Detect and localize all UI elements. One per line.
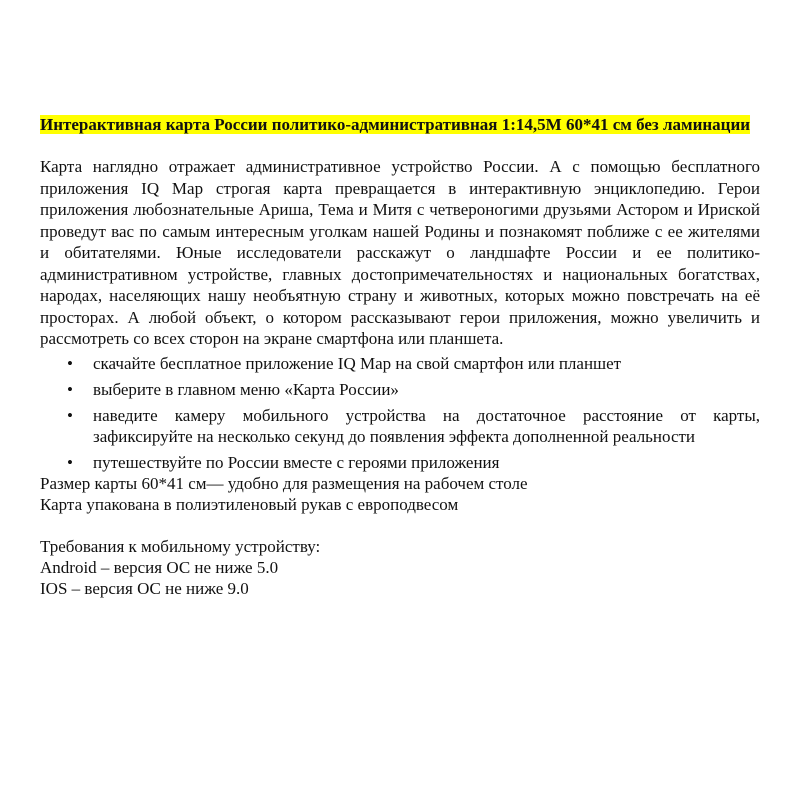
- step-text: наведите камеру мобильного устройства на достаточное расстояние от карты, зафиксируйте на несколько секунд до появления эффекта дополненной реальности: [93, 405, 760, 446]
- map-size-line: Размер карты 60*41 см— удобно для размещения на рабочем столе: [40, 473, 528, 493]
- document: [40, 114, 760, 599]
- ios-requirement: IOS – версия ОС не ниже 9.0: [40, 578, 249, 598]
- bullet-icon: •: [67, 452, 73, 472]
- bullet-icon: •: [67, 379, 73, 399]
- list-item: [40, 379, 760, 400]
- list-item: [40, 405, 760, 447]
- bullet-icon: •: [67, 353, 73, 373]
- list-item: [40, 452, 760, 473]
- android-requirement: Android – версия ОС не ниже 5.0: [40, 557, 279, 577]
- step-text: путешествуйте по России вместе с героями приложения: [93, 452, 500, 472]
- step-text: скачайте бесплатное приложение IQ Map на свой смартфон или планшет: [93, 353, 622, 373]
- title-highlight: Интерактивная карта России политико-административная 1:14,5М 60*41 см без ламинации: [40, 115, 751, 134]
- list-item: [40, 353, 760, 374]
- step-text: выберите в главном меню «Карта России»: [93, 379, 399, 399]
- bullet-icon: •: [67, 405, 73, 425]
- requirements-heading: Требования к мобильному устройству:: [40, 536, 321, 556]
- description-paragraph: Карта наглядно отражает административное устройство России. А с помощью бесплатного приложения IQ Map строгая карта превращается в интерактивную энциклопедию. Герои приложения любознательные Ариша, Тема и Митя с четвероногими друзьями Астором и Ириской проведут вас по самым интересным уголкам нашей Родины и познакомят поближе с ее жителями и обитателями. Юные исследователи расскажут о ландшафте России и ее политико-административном устройстве, главных достопримечательностях и национальных богатствах, народах, населяющих нашу необъятную страну и животных, которых можно повстречать на её просторах. А любой объект, о котором рассказывают герои приложения, можно увеличить и рассмотреть со всех сторон на экране смартфона или планшета.: [40, 157, 760, 348]
- product-title: [40, 114, 760, 135]
- packaging-line: Карта упакована в полиэтиленовый рукав с европодвесом: [40, 494, 459, 514]
- steps-list: [40, 353, 760, 473]
- requirements-block: [40, 536, 760, 599]
